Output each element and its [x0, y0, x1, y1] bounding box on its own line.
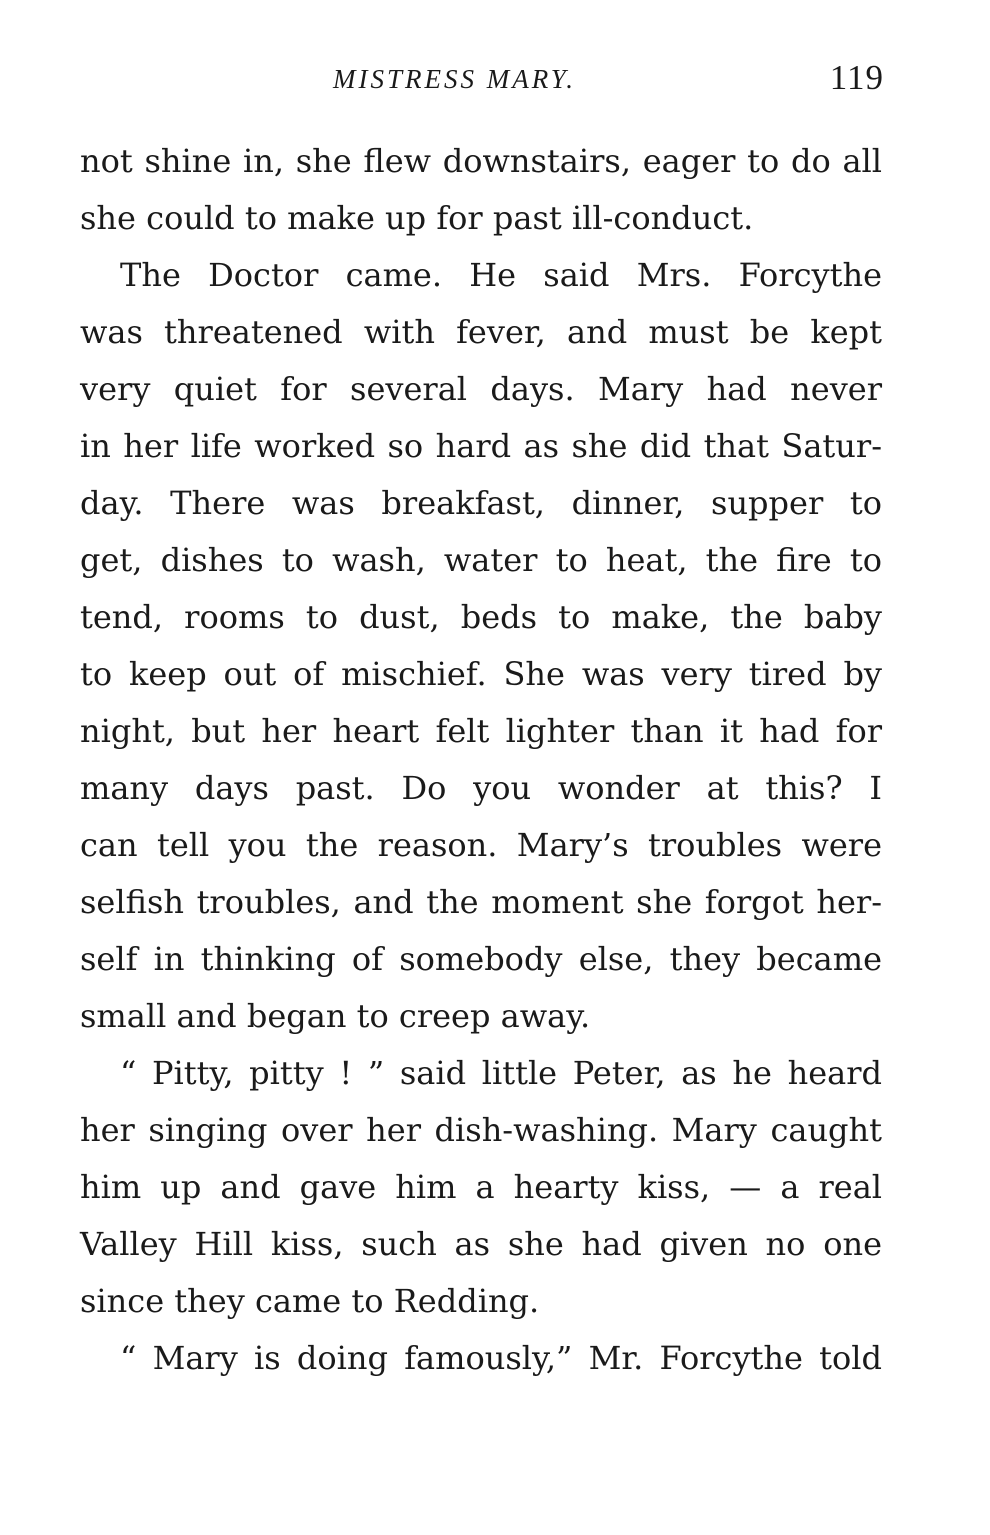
running-title: MISTRESS MARY. — [333, 64, 577, 94]
text-line: since they came to Redding. — [80, 1282, 540, 1320]
text-line: “ Mary is doing famously,” Mr. Forcythe told — [120, 1339, 882, 1377]
text-line: get, dishes to wash, water to heat, the fire to — [80, 541, 882, 579]
text-line: to keep out of mischief. She was very tired by — [80, 655, 882, 693]
text-line: night, but her heart felt lighter than it had for — [80, 712, 882, 750]
text-line: him up and gave him a hearty kiss, — a real — [80, 1168, 882, 1206]
text-line: tend, rooms to dust, beds to make, the baby — [80, 598, 882, 636]
text-line: “ Pitty, pitty ! ” said little Peter, as he heard — [120, 1054, 882, 1092]
running-head — [78, 58, 884, 108]
text-line: many days past. Do you wonder at this? I — [80, 769, 882, 807]
page-number: 119 — [829, 58, 884, 97]
text-line: she could to make up for past ill-conduct. — [80, 199, 754, 237]
text-line: in her life worked so hard as she did that Satur- — [80, 427, 882, 465]
text-line: her singing over her dish-washing. Mary caught — [80, 1111, 882, 1149]
text-line: not shine in, she flew downstairs, eager to do all — [80, 142, 882, 180]
text-line: selfish troubles, and the moment she forgot her- — [80, 883, 882, 921]
text-line: very quiet for several days. Mary had never — [80, 370, 882, 408]
text-line: can tell you the reason. Mary’s troubles were — [80, 826, 882, 864]
text-line: day. There was breakfast, dinner, supper to — [80, 484, 882, 522]
body-text — [80, 133, 882, 1387]
text-line: The Doctor came. He said Mrs. Forcythe — [120, 256, 882, 294]
text-line: self in thinking of somebody else, they became — [80, 940, 882, 978]
text-line: was threatened with fever, and must be kept — [80, 313, 882, 351]
text-line: Valley Hill kiss, such as she had given no one — [80, 1225, 882, 1263]
text-line: small and began to creep away. — [80, 997, 591, 1035]
